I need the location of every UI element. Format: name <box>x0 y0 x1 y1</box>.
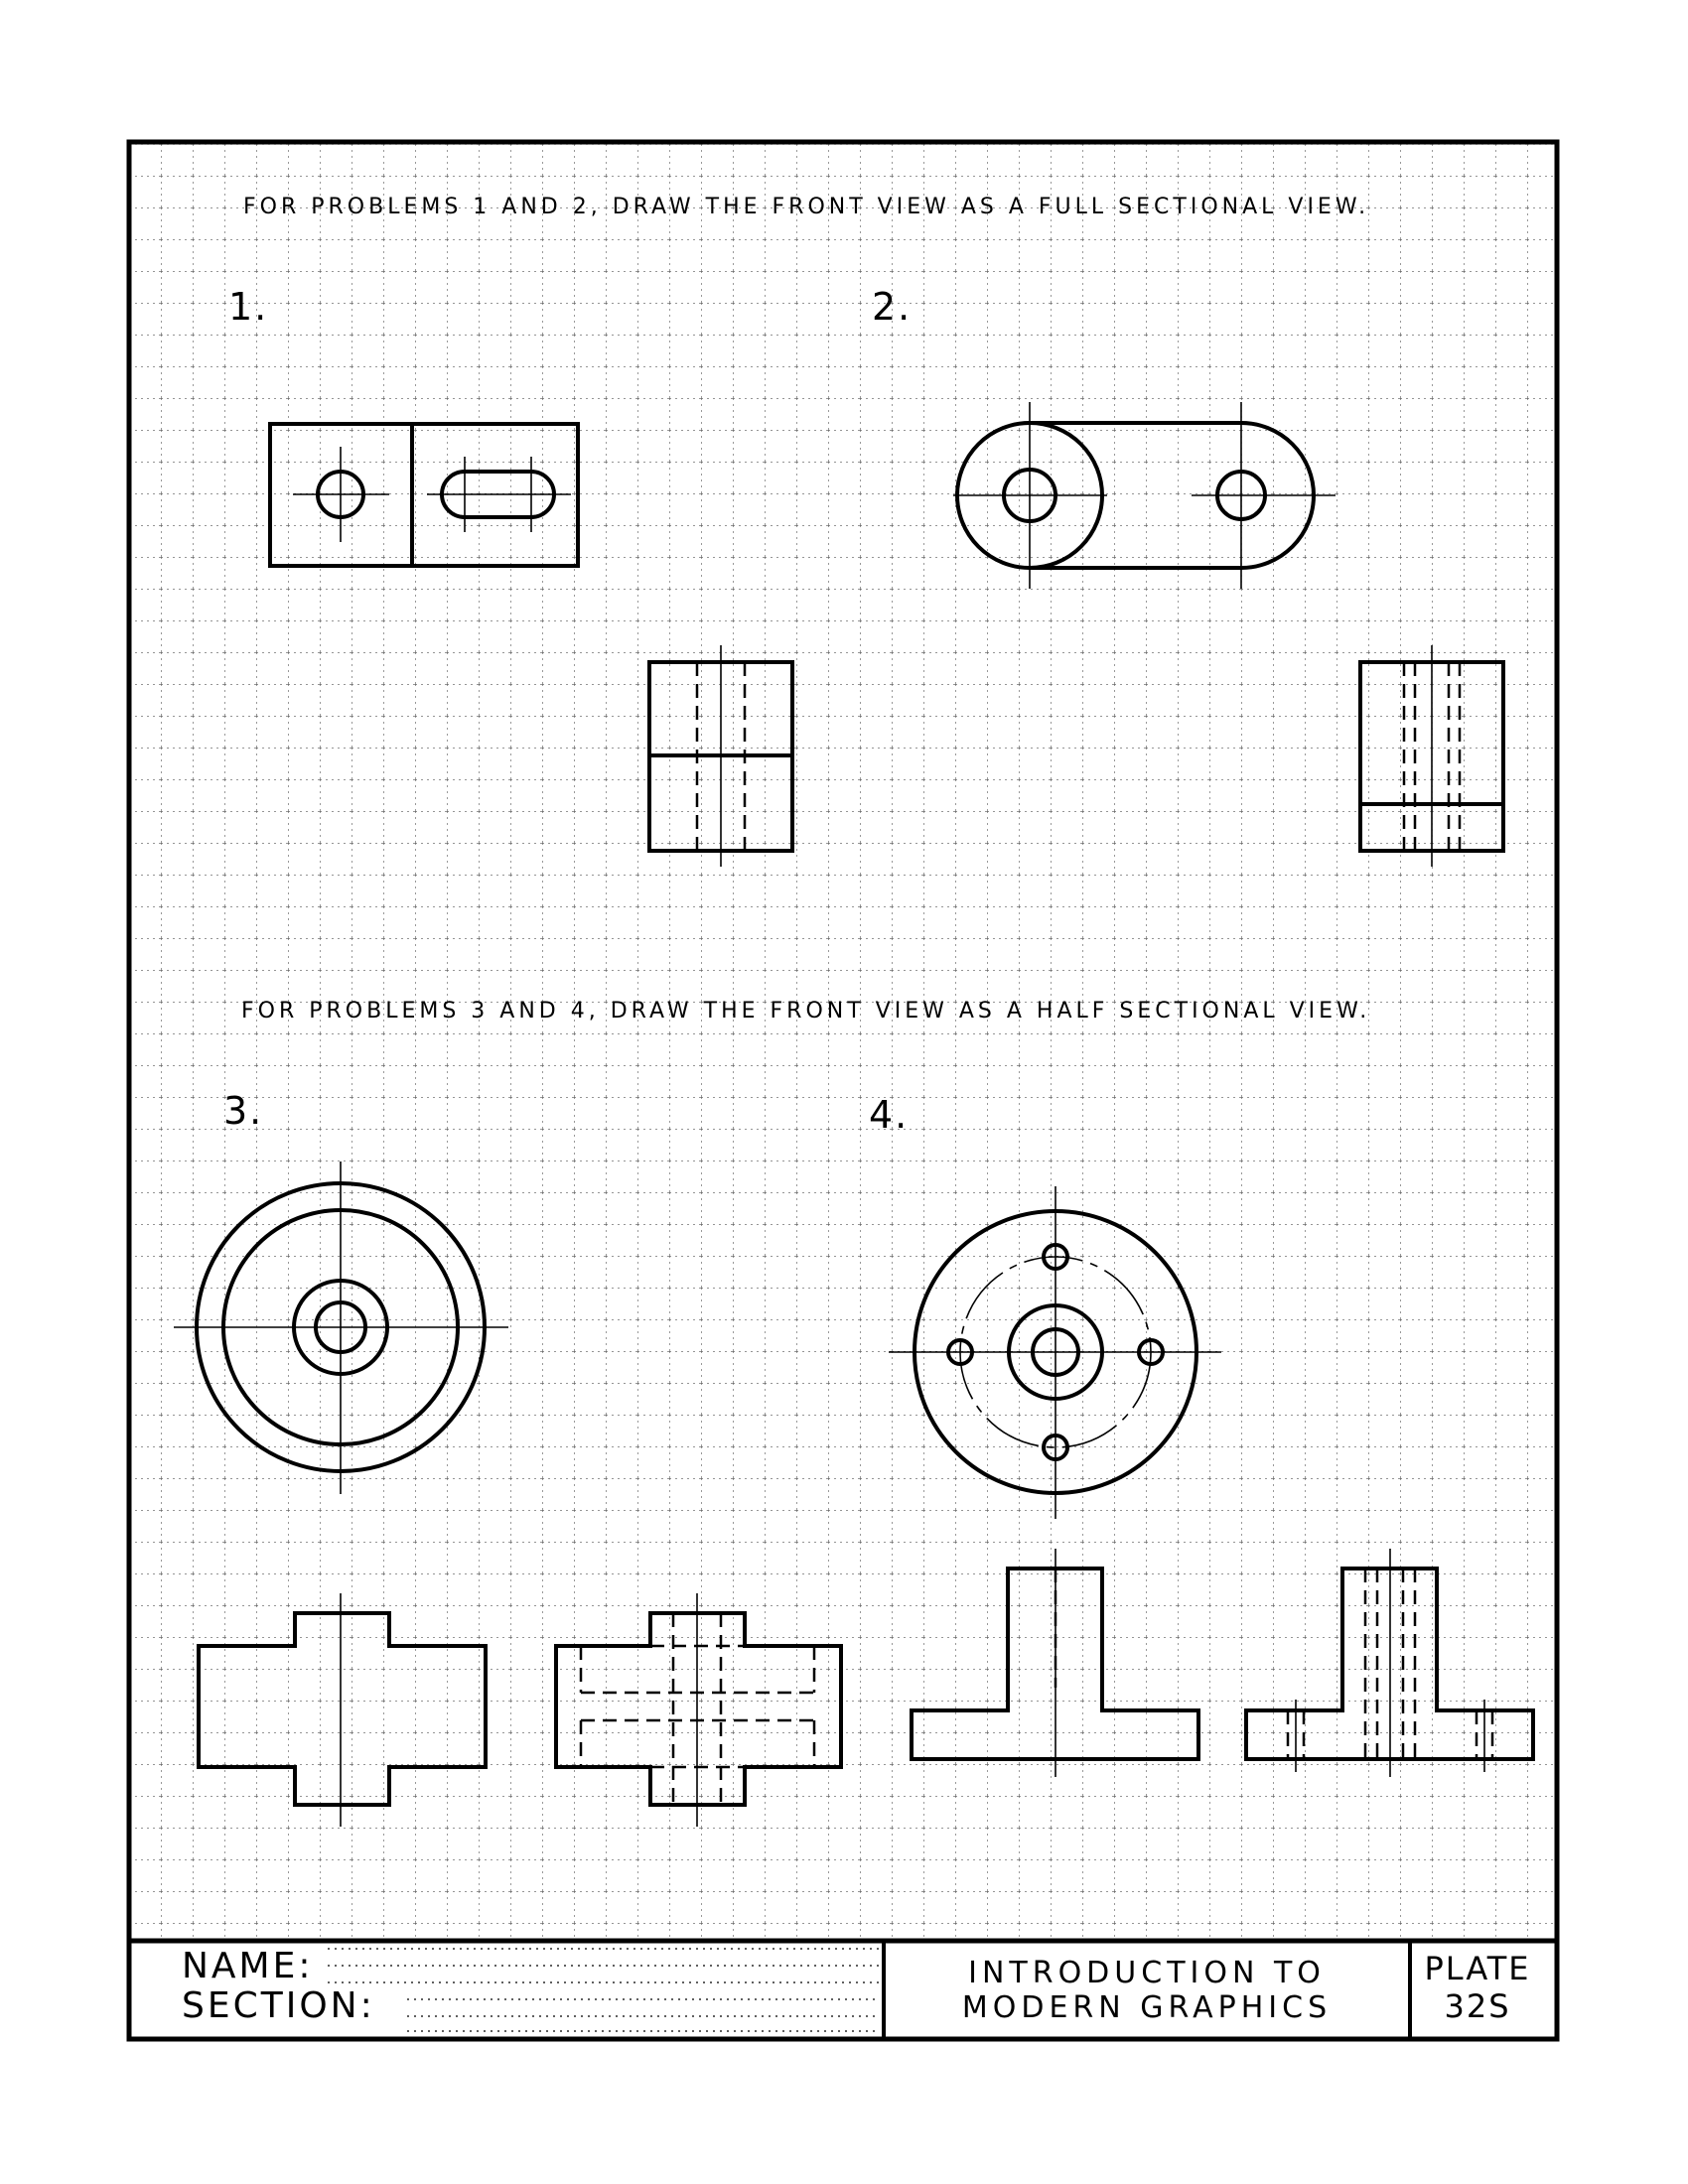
instruction-full-section: FOR PROBLEMS 1 AND 2, DRAW THE FRONT VIEW AS A FULL SECTIONAL VIEW. <box>243 195 1370 219</box>
title-block <box>129 1941 1557 2039</box>
plate-number: 32S <box>1444 1987 1511 2025</box>
name-label: NAME: <box>182 1946 314 1986</box>
section-label: SECTION: <box>182 1985 375 2026</box>
problem-number-4: 4. <box>869 1093 910 1137</box>
problem-number-2: 2. <box>872 285 913 329</box>
plate-label: PLATE <box>1424 1950 1531 1987</box>
course-title-line2: MODERN GRAPHICS <box>961 1990 1333 2025</box>
problem-number-1: 1. <box>228 285 269 329</box>
course-title-line1: INTRODUCTION TO <box>968 1956 1326 1990</box>
problem-number-3: 3. <box>223 1089 264 1133</box>
instruction-half-section: FOR PROBLEMS 3 AND 4, DRAW THE FRONT VIEW AS A HALF SECTIONAL VIEW. <box>241 999 1371 1024</box>
